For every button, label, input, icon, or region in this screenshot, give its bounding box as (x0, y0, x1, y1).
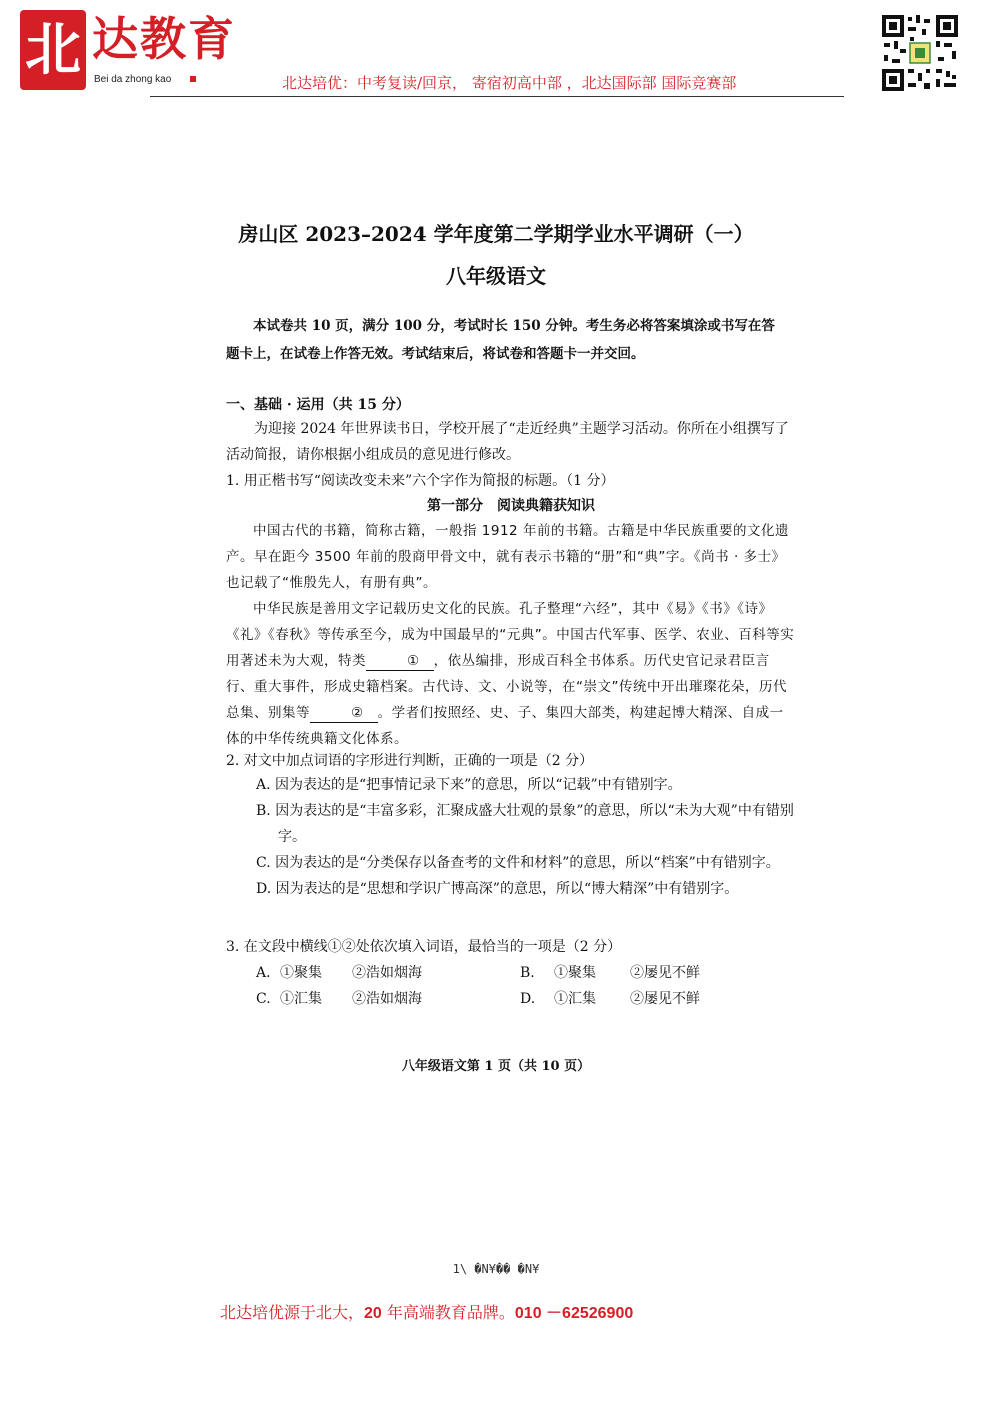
option-d: D. 因为表达的是“思想和学识广博高深”的意思，所以“博大精深”中有错别字。 (256, 881, 739, 897)
exam-instructions (226, 312, 796, 368)
exam-title: 房山区 2023–2024 学年度第二学期学业水平调研（一） (238, 222, 754, 246)
brand-logo-subtitle: Bei da zhong kao (94, 74, 172, 85)
footer-ad (220, 1300, 633, 1323)
blank-1: ① (366, 652, 434, 671)
footer-phone: 010 －62526900 (514, 1305, 634, 1322)
option-c: C. 因为表达的是“分类保存以备查考的文件和材料”的意思，所以“档案”中有错别字。 (256, 855, 780, 871)
option-d-word-1: ①汇集 (554, 991, 596, 1007)
garbled-text: 1\ �N¥�� �N¥ (452, 1262, 540, 1276)
brand-logo-text: 达教育 (92, 12, 236, 66)
page-number: 八年级语文第 1 页（共 10 页） (401, 1059, 591, 1074)
question-2: 2. 对文中加点词语的字形进行判断，正确的一项是（2 分） (226, 753, 594, 769)
header-divider (150, 96, 844, 97)
blank-2: ② (310, 704, 378, 723)
option-label: B. (520, 965, 535, 981)
header-promo: 北达培优：中考复读/回京， 寄宿初高中部 ，北达国际部 国际竞赛部 (282, 74, 737, 92)
footer-ad-part: 年高端教育品牌。 (381, 1303, 515, 1322)
question-3-options (256, 960, 776, 1012)
option-label: C. (256, 991, 271, 1007)
instructions-line-2: 题卡上，在试卷上作答无效。考试结束后，将试卷和答题卡一并交回。 (226, 346, 645, 362)
option-label: D. (520, 991, 536, 1007)
option-a-word-2: ②浩如烟海 (352, 965, 422, 981)
qr-code-icon (880, 13, 960, 93)
question-3: 3. 在文段中横线①②处依次填入词语，最恰当的一项是（2 分） (226, 939, 622, 955)
section-intro: 为迎接 2024 年世界读书日，学校开展了“走近经典”主题学习活动。你所在小组撰写了活动简报，请你根据小组成员的意见进行修改。 (226, 421, 789, 463)
passage-text: 中华民族是善用文字记载历史文化的民族。孔子整理“六经”，其中《易》《书》《诗》《礼》《春秋》等传承至今，成为中国最早的“元典”。中国古代军事、医学、农业、百科等实用著述未为大观，特类 (226, 601, 795, 669)
exam-subject: 八年级语文 (446, 264, 546, 288)
brand-logo-mark: 北 (20, 10, 86, 90)
option-b: B. 因为表达的是“丰富多彩，汇聚成盛大壮观的景象”的意思，所以“未为大观”中有错别字。 (256, 803, 794, 845)
option-c-word-2: ②浩如烟海 (352, 991, 422, 1007)
option-label: A. (256, 965, 271, 981)
options-row-2 (256, 986, 776, 1012)
option-d-word-2: ②屡见不鲜 (630, 991, 700, 1007)
passage-text: 。学者们按照经、史、子、集四大部类，构建起博大精深、自成一体的中华传统典籍文化体系。 (226, 705, 784, 747)
footer-ad-part: 20 (364, 1305, 382, 1322)
instructions-line-1: 本试卷共 10 页，满分 100 分，考试时长 150 分钟。考生务必将答案填涂或书写在答 (253, 318, 775, 334)
question-1: 1. 用正楷书写“阅读改变未来”六个字作为简报的标题。（1 分） (226, 473, 615, 489)
option-b-word-2: ②屡见不鲜 (630, 965, 700, 981)
section-heading: 一、基础 · 运用（共 15 分） (226, 397, 410, 413)
part-title: 第一部分 阅读典籍获知识 (427, 498, 595, 514)
option-b-word-1: ①聚集 (554, 965, 596, 981)
options-row-1 (256, 960, 776, 986)
passage-paragraph-1: 中国古代的书籍，简称古籍，一般指 1912 年前的书籍。古籍是中华民族重要的文化遗产。早在距今 3500 年前的殷商甲骨文中，就有表示书籍的“册”和“典”字。《尚书 · 多士》也记载了“惟殷先人，有册有典”。 (226, 523, 789, 591)
option-a: A. 因为表达的是“把事情记录下来”的意思，所以“记载”中有错别字。 (256, 777, 682, 793)
brand-dot (190, 76, 196, 82)
option-a-word-1: ①聚集 (280, 965, 322, 981)
passage-paragraph-2 (226, 596, 796, 752)
footer-ad-part: 北达培优源于北大， (220, 1303, 365, 1322)
question-2-options (226, 772, 796, 902)
passage-text: ，依丛编排，形成百科全书体系。历代史官记录君臣言行、重大事件，形成史籍档案。古代诗、文、小说等，在“崇文”传统中开出璀璨花朵，历代总集、别集等 (226, 653, 787, 721)
option-c-word-1: ①汇集 (280, 991, 322, 1007)
